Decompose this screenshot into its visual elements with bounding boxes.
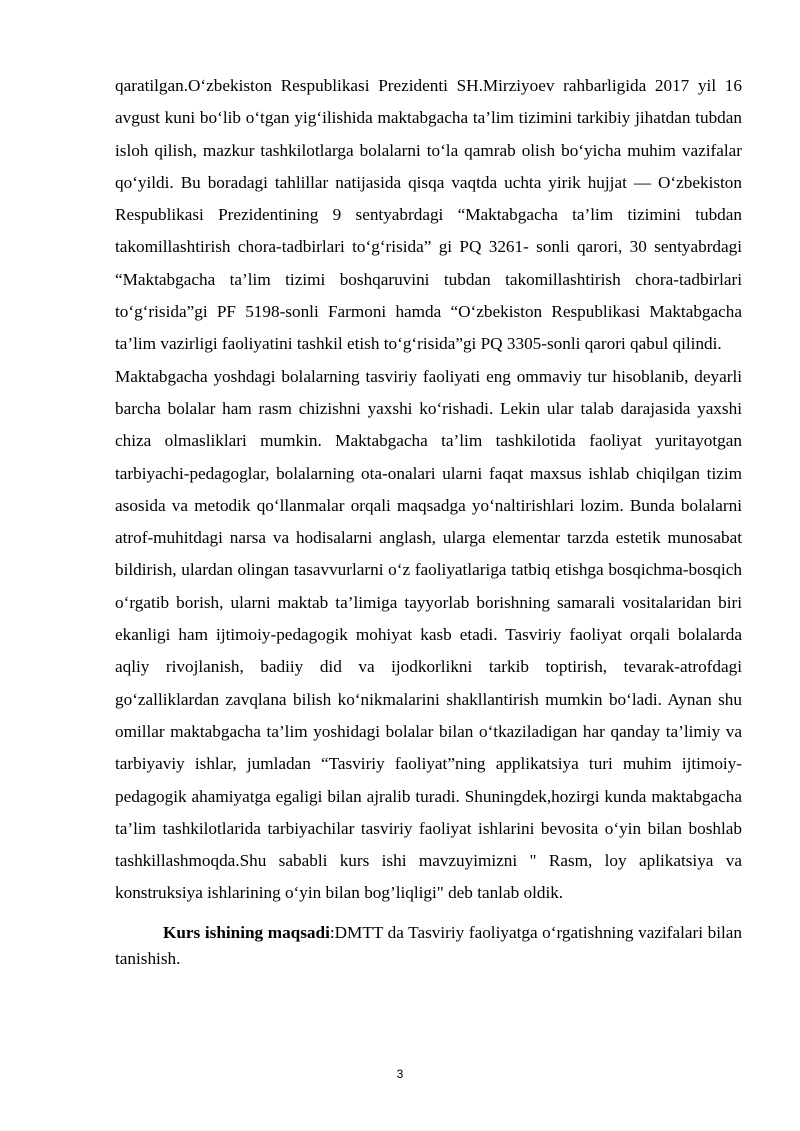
paragraph-main: Maktabgacha yoshdagi bolalarning tasviriy faoliyati eng ommaviy tur hisoblanib, deyarli barcha bolalar ham rasm chizishni yaxshi ko‘rishadi. Lekin ular talab darajasida yaxshi chiza olmasliklari mumkin. Maktabgacha ta’lim tashkilotida faoliyat yuritayotgan tarbiyachi-pedagoglar, bolalarning ota-onalari ularni faqat maxsus ishlab chiqilgan tizim asosida va metodik qo‘llanmalar orqali maqsadga yo‘naltirishlari lozim. Bunda bolalarni atrof-muhitdagi narsa va hodisalarni anglash, ularga elementar tarzda estetik munosabat bildirish, ulardan olingan tasavvurlarni o‘z faoliyatlariga tatbiq etishga bosqichma-bosqich o‘rgatib borish, ularni maktab ta’limiga tayyorlab borishning samarali vositalaridan biri ekanligi ham ijtimoiy-pedagogik mohiyat kasb etadi. Tasviriy faoliyat orqali bolalarda aqliy rivojlanish, badiiy did va ijodkorlikni tarkib toptirish, tevarak-atrofdagi go‘zalliklardan zavqlana bilish ko‘nikmalarini shakllantirish mumkin bo‘ladi. Aynan shu omillar maktabgacha ta’lim yoshidagi bolalar bilan o‘tkaziladigan har qanday ta’limiy va tarbiyaviy ishlar, jumladan “Tasviriy faoliyat”ning applikatsiya turi muhim ijtimoiy-pedagogik ahamiyatga egaligi bilan ajralib turadi. Shuningdek,hozirgi kunda maktabgacha ta’lim tashkilotlarida tarbiyachilar tasviriy faoliyat ishlarini bevosita o‘yin bilan boshlab tashkillashmoqda.Shu sababli kurs ishi mavzuyimizni " Rasm, loy aplikatsiya va konstruksiya ishlarining o‘yin bilan bog’liqligi" deb tanlab oldik. <box>115 366 742 903</box>
body-text <box>115 70 742 972</box>
goal-text: :DMTT da Tasviriy faoliyatga o‘rgatishning vazifalari bilan tanishish. <box>115 922 743 968</box>
goal-heading: Kurs ishining maqsadi <box>163 922 330 942</box>
paragraph-goal <box>115 920 742 972</box>
page-number: 3 <box>396 1067 404 1081</box>
paragraph-intro: qaratilgan.O‘zbekiston Respublikasi Prezidenti SH.Mirziyoev rahbarligida 2017 yil 16 avgust kuni bo‘lib o‘tgan yig‘ilishida maktabgacha ta’lim tizimini tarkibiy jihatdan tubdan isloh qilish, mazkur tashkilotlarga bolalarni to‘la qamrab olish bo‘yicha muhim vazifalar qo‘yildi. Bu boradagi tahlillar natijasida qisqa vaqtda uchta yirik hujjat — O‘zbekiston Respublikasi Prezidentining 9 sentyabrdagi “Maktabgacha ta’lim tizimini tubdan takomillashtirish chora-tadbirlari to‘g‘risida” gi PQ 3261- sonli qarori, 30 sentyabrdagi “Maktabgacha ta’lim tizimi boshqaruvini tubdan takomillashtirish chora-tadbirlari to‘g‘risida”gi PF 5198-sonli Farmoni hamda “O‘zbekiston Respublikasi Maktabgacha ta’lim vazirligi faoliyatini tashkil etish to‘g‘risida”gi PQ 3305-sonli qarori qabul qilindi. <box>115 76 742 354</box>
